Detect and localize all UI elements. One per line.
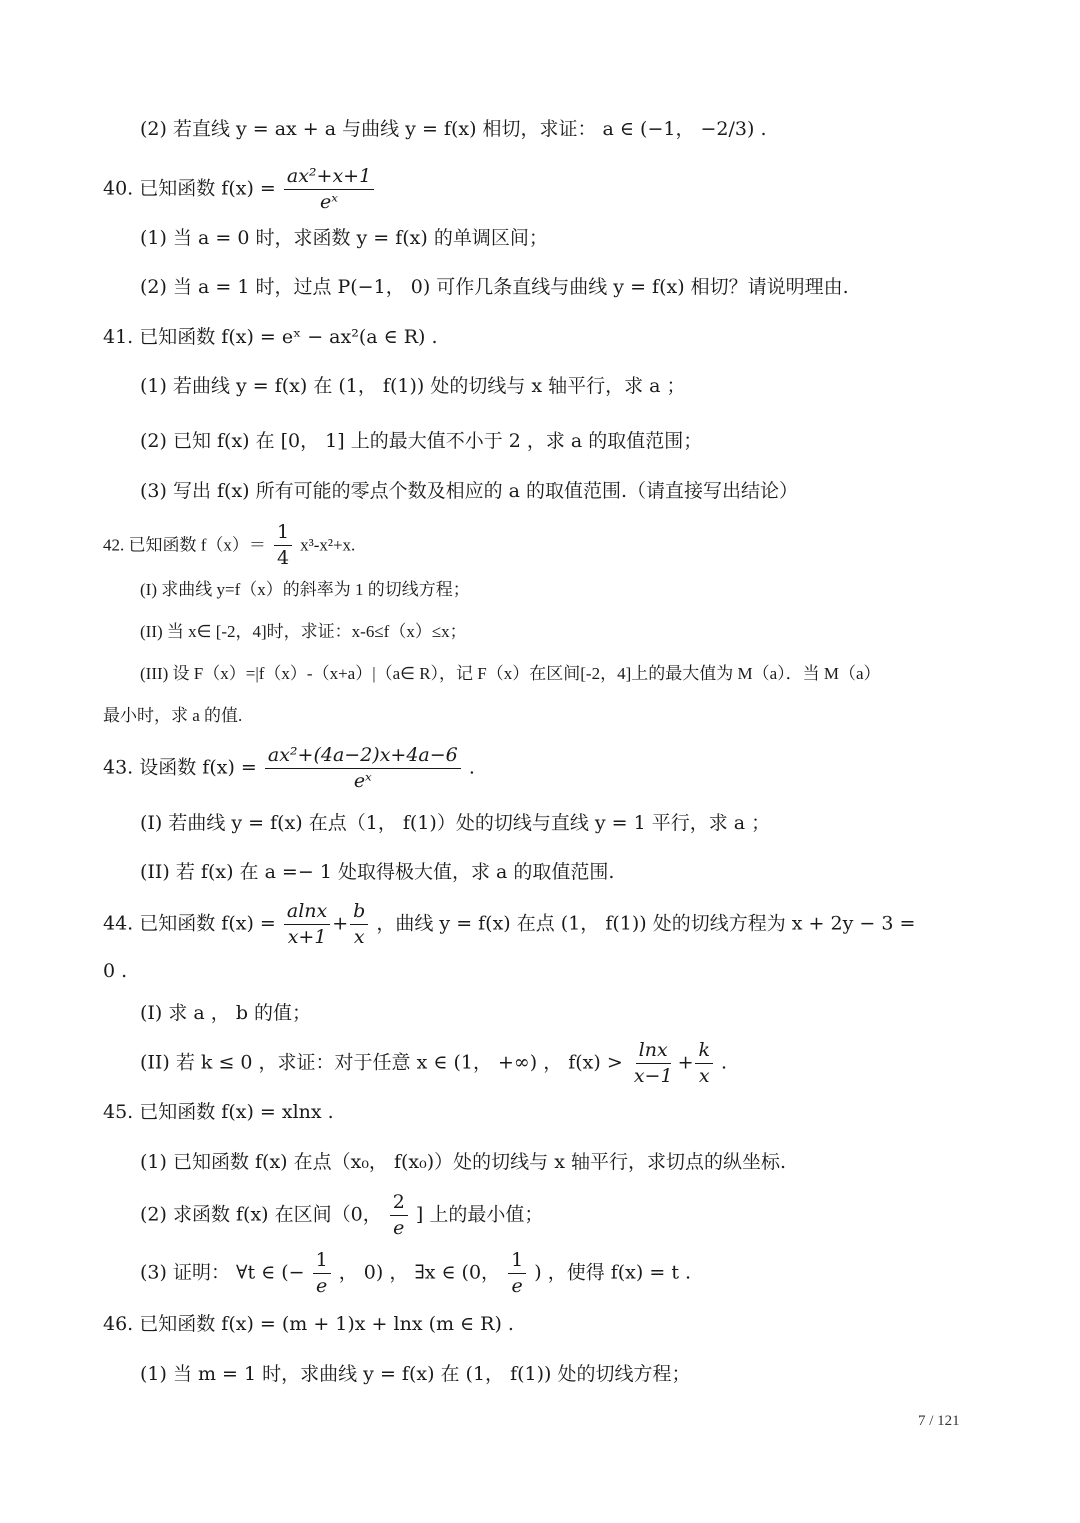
fraction-denominator: e: [393, 1216, 405, 1239]
fraction-denominator: x+1: [287, 925, 327, 948]
text-line: .: [721, 1051, 728, 1074]
text-line: .: [468, 756, 475, 779]
fraction-denominator: e: [511, 1274, 523, 1297]
problem-43-part-1: [140, 814, 770, 833]
text-line: (III) 设 F（x）=|f（x）-（x+a）|（a∈ R），记 F（x）在区间[-2，4]上的最大值为 M（a）．当 M（a）: [140, 664, 881, 683]
text-line: (I) 求曲线 y=f（x）的斜率为 1 的切线方程；: [140, 580, 470, 599]
problem-41-part-2: [140, 432, 702, 451]
problem-45-part-2: [140, 1192, 543, 1239]
text-line: x³-x²+x.: [300, 535, 356, 555]
problem-42-part-3-cont: [103, 707, 242, 724]
problem-39-part-2: [140, 120, 766, 139]
problem-41-part-3: [140, 482, 798, 501]
text-line: 40. 已知函数 f(x) =: [103, 177, 276, 200]
fraction: [390, 1192, 408, 1239]
text-line: (2) 求函数 f(x) 在区间（0，: [140, 1203, 382, 1226]
text-line: (2) 已知 f(x) 在 [0， 1] 上的最大值不小于 2 ，求 a 的取值范围；: [140, 430, 703, 452]
problem-44-statement-cont: [103, 962, 127, 981]
fraction-numerator: 2: [390, 1192, 408, 1216]
problem-40-part-2: [140, 278, 849, 297]
problem-41-statement: [103, 328, 438, 347]
text-line: 41. 已知函数 f(x) = eˣ − ax²(a ∈ R) .: [103, 326, 438, 348]
text-line: (II) 若 f(x) 在 a =− 1 处取得极大值，求 a 的取值范围.: [140, 861, 615, 883]
fraction-numerator: 1: [313, 1250, 331, 1274]
fraction: [695, 1040, 713, 1087]
fraction-numerator: lnx: [636, 1040, 671, 1064]
fraction-numerator: ax²+(4a−2)x+4a−6: [265, 745, 461, 769]
text-line: (II) 若 k ≤ 0 ，求证：对于任意 x ∈ (1， +∞) ， f(x) >: [140, 1051, 623, 1074]
fraction-denominator: 4: [276, 546, 290, 569]
text-line: (I) 若曲线 y = f(x) 在点（1， f(1)）处的切线与直线 y = 1 平行，求 a ；: [140, 812, 771, 834]
text-line: 45. 已知函数 f(x) = xlnx .: [103, 1101, 334, 1123]
text-line: (1) 当 m = 1 时，求曲线 y = f(x) 在 (1， f(1)) 处的切线方程；: [140, 1363, 691, 1385]
problem-45-part-1: [140, 1153, 786, 1172]
text-line: ] 上的最小值；: [415, 1203, 544, 1226]
text-line: 42. 已知函数 f（x）＝: [103, 535, 266, 555]
text-line: 0 .: [103, 960, 128, 982]
text-line: 44. 已知函数 f(x) =: [103, 912, 276, 935]
text-line: (3) 证明： ∀t ∈ (−: [140, 1261, 305, 1284]
problem-42-part-1: [140, 581, 470, 598]
text-line: ) ，使得 f(x) = t .: [534, 1261, 692, 1284]
problem-45-statement: [103, 1103, 334, 1122]
text-line: (I) 求 a ， b 的值；: [140, 1002, 312, 1024]
problem-45-part-3: [140, 1250, 691, 1297]
problem-46-part-1: [140, 1365, 691, 1384]
fraction: [508, 1250, 526, 1297]
fraction-numerator: 1: [508, 1250, 526, 1274]
text-line: ，曲线 y = f(x) 在点 (1， f(1)) 处的切线方程为 x + 2y − 3 =: [376, 912, 916, 935]
problem-46-statement: [103, 1315, 514, 1334]
plus-sign: +: [677, 1051, 694, 1074]
fraction: [631, 1040, 676, 1087]
problem-42-part-3: [140, 665, 881, 682]
problem-41-part-1: [140, 377, 686, 396]
text-line: (1) 当 a = 0 时，求函数 y = f(x) 的单调区间；: [140, 227, 548, 249]
problem-42-statement: [103, 522, 355, 569]
problem-40-statement: [103, 166, 376, 213]
fraction: [350, 901, 368, 948]
fraction: [284, 901, 330, 948]
problem-44-statement: [103, 901, 915, 948]
text-line: (2) 若直线 y = ax + a 与曲线 y = f(x) 相切，求证： a ∈ (−1， −2/3) .: [140, 118, 767, 140]
fraction-numerator: alnx: [284, 901, 330, 925]
fraction: [274, 522, 292, 569]
fraction-denominator: eˣ: [320, 190, 339, 213]
text-line: (3) 写出 f(x) 所有可能的零点个数及相应的 a 的取值范围.（请直接写出结论）: [140, 480, 799, 502]
fraction-numerator: ax²+x+1: [284, 166, 374, 190]
text-line: ， 0) ， ∃x ∈ (0，: [338, 1261, 501, 1284]
text-line: 46. 已知函数 f(x) = (m + 1)x + lnx (m ∈ R) .: [103, 1313, 514, 1335]
problem-44-part-1: [140, 1004, 311, 1023]
fraction-denominator: x: [698, 1064, 710, 1087]
text-line: (1) 已知函数 f(x) 在点（x₀， f(x₀)）处的切线与 x 轴平行，求切点的纵坐标.: [140, 1151, 787, 1173]
plus-sign: +: [332, 912, 349, 935]
fraction-denominator: x−1: [633, 1064, 673, 1087]
text-line: (2) 当 a = 1 时，过点 P(−1， 0) 可作几条直线与曲线 y = f(x) 相切？请说明理由.: [140, 276, 849, 298]
fraction-numerator: k: [695, 1040, 713, 1064]
problem-43-part-2: [140, 863, 614, 882]
text-line: 43. 设函数 f(x) =: [103, 756, 257, 779]
fraction: [313, 1250, 331, 1297]
fraction: [284, 166, 374, 213]
problem-43-statement: [103, 745, 475, 792]
fraction-denominator: eˣ: [353, 769, 372, 792]
fraction-denominator: x: [353, 925, 365, 948]
text-line: (1) 若曲线 y = f(x) 在 (1， f(1)) 处的切线与 x 轴平行，求 a ；: [140, 375, 686, 397]
text-line: (II) 当 x∈ [-2，4]时，求证：x-6≤f（x）≤x；: [140, 622, 467, 641]
fraction-numerator: 1: [274, 522, 292, 546]
text-line: 最小时，求 a 的值.: [103, 706, 243, 725]
page-number: 7 / 121: [918, 1413, 960, 1429]
problem-40-part-1: [140, 229, 548, 248]
fraction: [265, 745, 461, 792]
problem-44-part-2: [140, 1040, 727, 1087]
fraction-numerator: b: [350, 901, 368, 925]
fraction-denominator: e: [316, 1274, 328, 1297]
problem-42-part-2: [140, 623, 467, 640]
